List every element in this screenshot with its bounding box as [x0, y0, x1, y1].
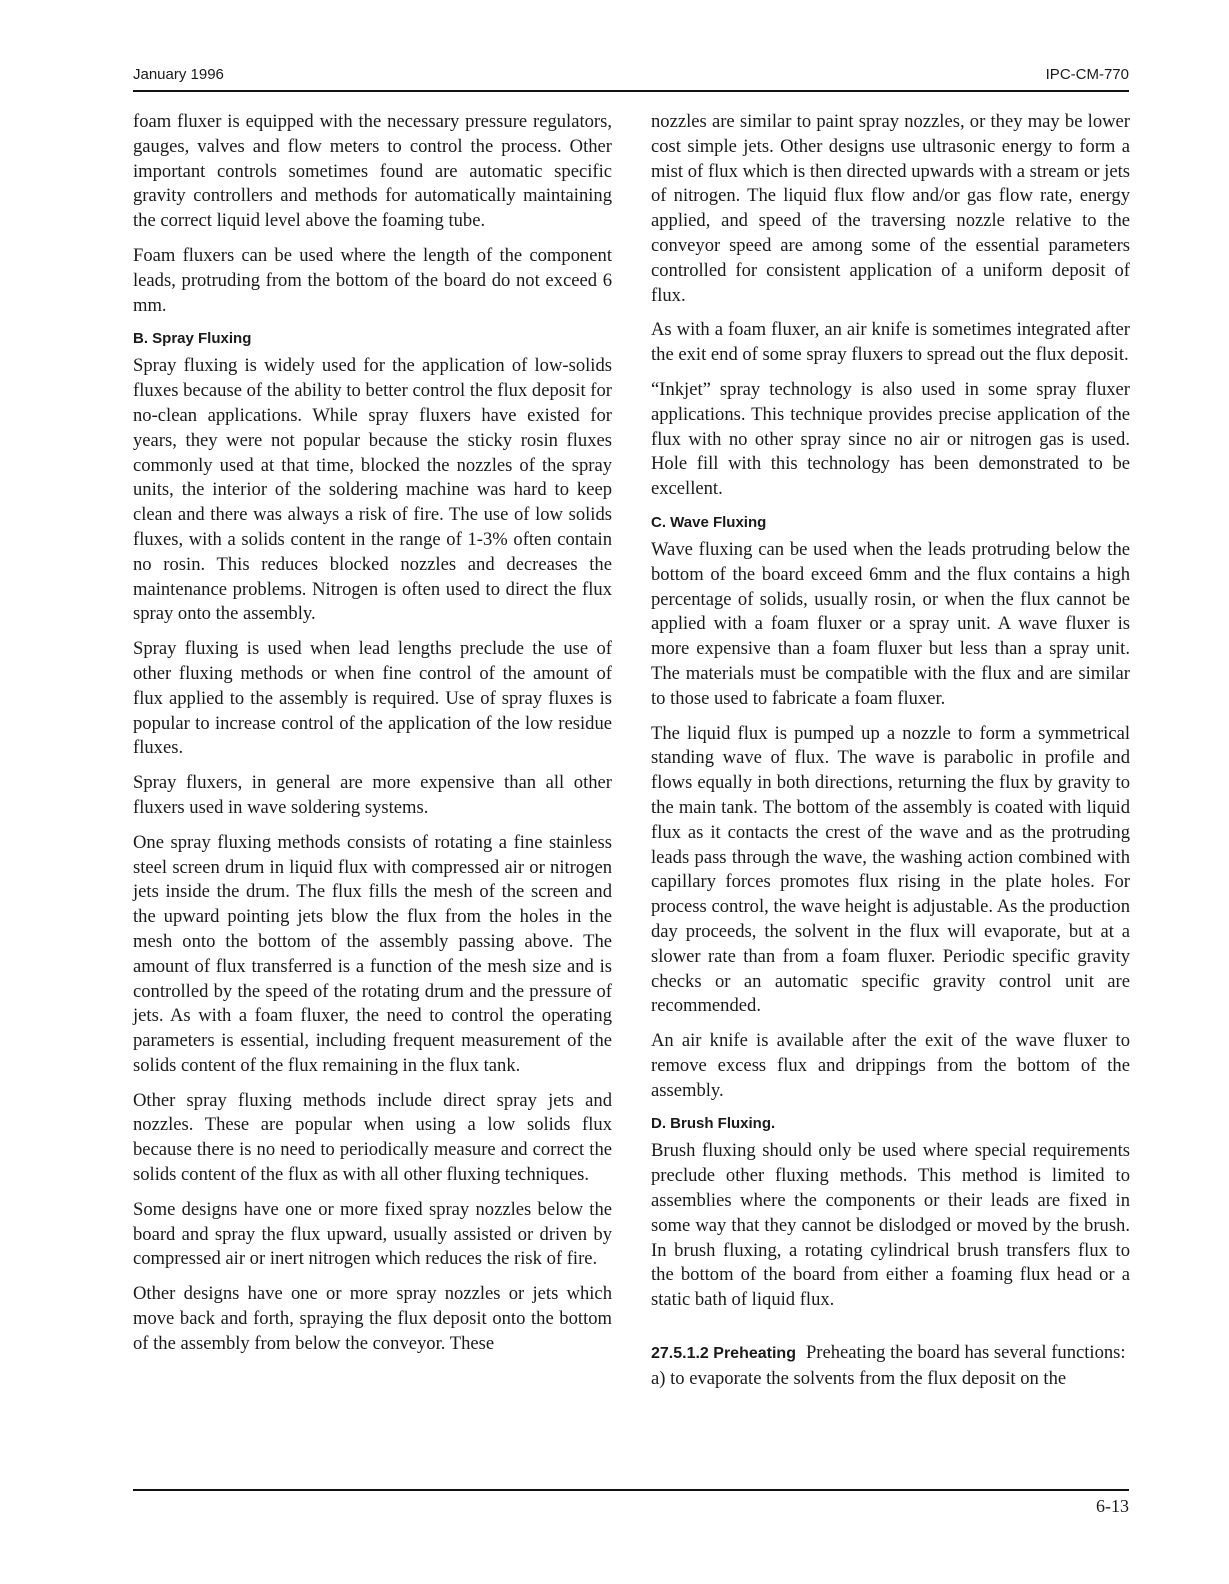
section-heading-brush-fluxing: D. Brush Fluxing.: [651, 1115, 776, 1133]
preheating-text: Preheating the board has several functions:: [805, 1342, 1126, 1364]
paragraph: The liquid flux is pumped up a nozzle to form a symmetrical standing wave of flux. The wave is parabolic in profile and flows equally in both directions, returning the flux by gravity to the main tank. The bottom of the assembly is coated with liquid flux as it contacts the crest of the wave and as the protruding leads pass through the wave, the washing action combined with capillary forces promotes flux rising in the plate holes. For process control, the wave height is adjustable. As the production day proceeds, the solvent in the flux will evaporate, but at a slower rate than from a foam fluxer. Periodic specific gravity checks or an automatic specific gravity control unit are recommended.: [651, 722, 1130, 1017]
paragraph: Spray fluxers, in general are more expensive than all other fluxers used in wave soldering systems.: [133, 772, 612, 818]
header-date: January 1996: [133, 66, 224, 83]
paragraph: One spray fluxing methods consists of rotating a fine stainless steel screen drum in liquid flux with compressed air or nitrogen jets inside the drum. The flux fills the mesh of the screen and the upward pointing jets blow the flux from the holes in the mesh onto the bottom of the assembly passing above. The amount of flux transferred is a function of the mesh size and is controlled by the speed of the rotating drum and the pressure of jets. As with a foam fluxer, the need to control the operating parameters is essential, including frequent measurement of the solids content of the flux remaining in the flux tank.: [133, 831, 612, 1076]
right-column: [651, 110, 1130, 1402]
page-header: [133, 64, 1129, 88]
paragraph: An air knife is available after the exit of the wave fluxer to remove excess flux and drippings from the bottom of the assembly.: [651, 1030, 1130, 1101]
header-rule: [133, 90, 1129, 92]
paragraph: Foam fluxers can be used where the length of the component leads, protruding from the bottom of the board do not exceed 6 mm.: [133, 244, 612, 316]
paragraph: Other designs have one or more spray nozzles or jets which move back and forth, spraying the flux deposit onto the bottom of the assembly from below the conveyor. These: [133, 1283, 612, 1354]
left-column: [133, 110, 612, 1367]
section-spacer: [651, 1323, 1130, 1341]
page-number: 6-13: [1096, 1496, 1129, 1516]
paragraph: Spray fluxing is widely used for the application of low-solids fluxes because of the ability to better control the flux deposit for no-clean applications. While spray fluxers have existed for years, they were not popular because the sticky rosin fluxes commonly used at that time, blocked the nozzles of the spray units, the interior of the soldering machine was hard to keep clean and there was always a risk of fire. The use of low solids fluxes, with a solids content in the range of 1-3% often contain no rosin. This reduces blocked nozzles and decreases the maintenance problems. Nitrogen is often used to direct the flux spray onto the assembly.: [133, 355, 612, 625]
section-heading-spray-fluxing: B. Spray Fluxing: [133, 330, 252, 348]
paragraph: nozzles are similar to paint spray nozzles, or they may be lower cost simple jets. Other designs use ultrasonic energy to form a mist of flux which is then directed upwards with a stream or jets of nitrogen. The liquid flux flow and/or gas flow rate, energy applied, and speed of the traversing nozzle relative to the conveyor speed are among some of the essential parameters controlled for consistent application of a uniform deposit of flux.: [651, 111, 1130, 306]
section-number-preheating: 27.5.1.2 Preheating: [651, 1345, 796, 1363]
paragraph: Other spray fluxing methods include direct spray jets and nozzles. These are popular when using a low solids flux because there is no need to periodically measure and correct the solids content of the flux as with all other fluxing techniques.: [133, 1089, 612, 1186]
paragraph: As with a foam fluxer, an air knife is sometimes integrated after the exit end of some spray fluxers to spread out the flux deposit.: [651, 319, 1130, 366]
paragraph: Spray fluxing is used when lead lengths preclude the use of other fluxing methods or when fine control of the amount of flux applied to the assembly is required. Use of spray fluxes is popular to increase control of the application of the low residue fluxes.: [133, 638, 612, 759]
paragraph: foam fluxer is equipped with the necessary pressure regulators, gauges, valves and flow meters to control the process. Other important controls sometimes found are automatic specific gravity controllers and methods for automatically maintaining the correct liquid level above the foaming tube.: [133, 111, 612, 232]
paragraph: a) to evaporate the solvents from the flux deposit on the: [651, 1367, 1067, 1389]
footer-rule: [133, 1489, 1129, 1491]
paragraph: Wave fluxing can be used when the leads protruding below the bottom of the board exceed 6mm and the flux contains a high percentage of solids, usually rosin, or when the flux cannot be applied with a foam fluxer or a spray unit. A wave fluxer is more expensive than a foam fluxer but less than a spray unit. The materials must be compatible with the flux and are similar to those used to fabricate a foam fluxer.: [651, 538, 1130, 709]
paragraph-preheating: [651, 1341, 1130, 1367]
paragraph: Some designs have one or more fixed spray nozzles below the board and spray the flux upward, usually assisted or driven by compressed air or inert nitrogen which reduces the risk of fire.: [133, 1198, 612, 1270]
header-document-id: IPC-CM-770: [1045, 66, 1129, 83]
paragraph: “Inkjet” spray technology is also used in some spray fluxer applications. This technique provides precise application of the flux with no other spray since no air or nitrogen gas is used. Hole fill with this technology has been demonstrated to be excellent.: [651, 378, 1130, 500]
paragraph: Brush fluxing should only be used where special requirements preclude other fluxing methods. This method is limited to assemblies where the components or their leads are fixed in some way that they cannot be dislodged or moved by the brush. In brush fluxing, a rotating cylindrical brush transfers flux to the bottom of the board from either a foaming flux head or a static bath of liquid flux.: [651, 1140, 1130, 1311]
section-heading-wave-fluxing: C. Wave Fluxing: [651, 513, 767, 531]
